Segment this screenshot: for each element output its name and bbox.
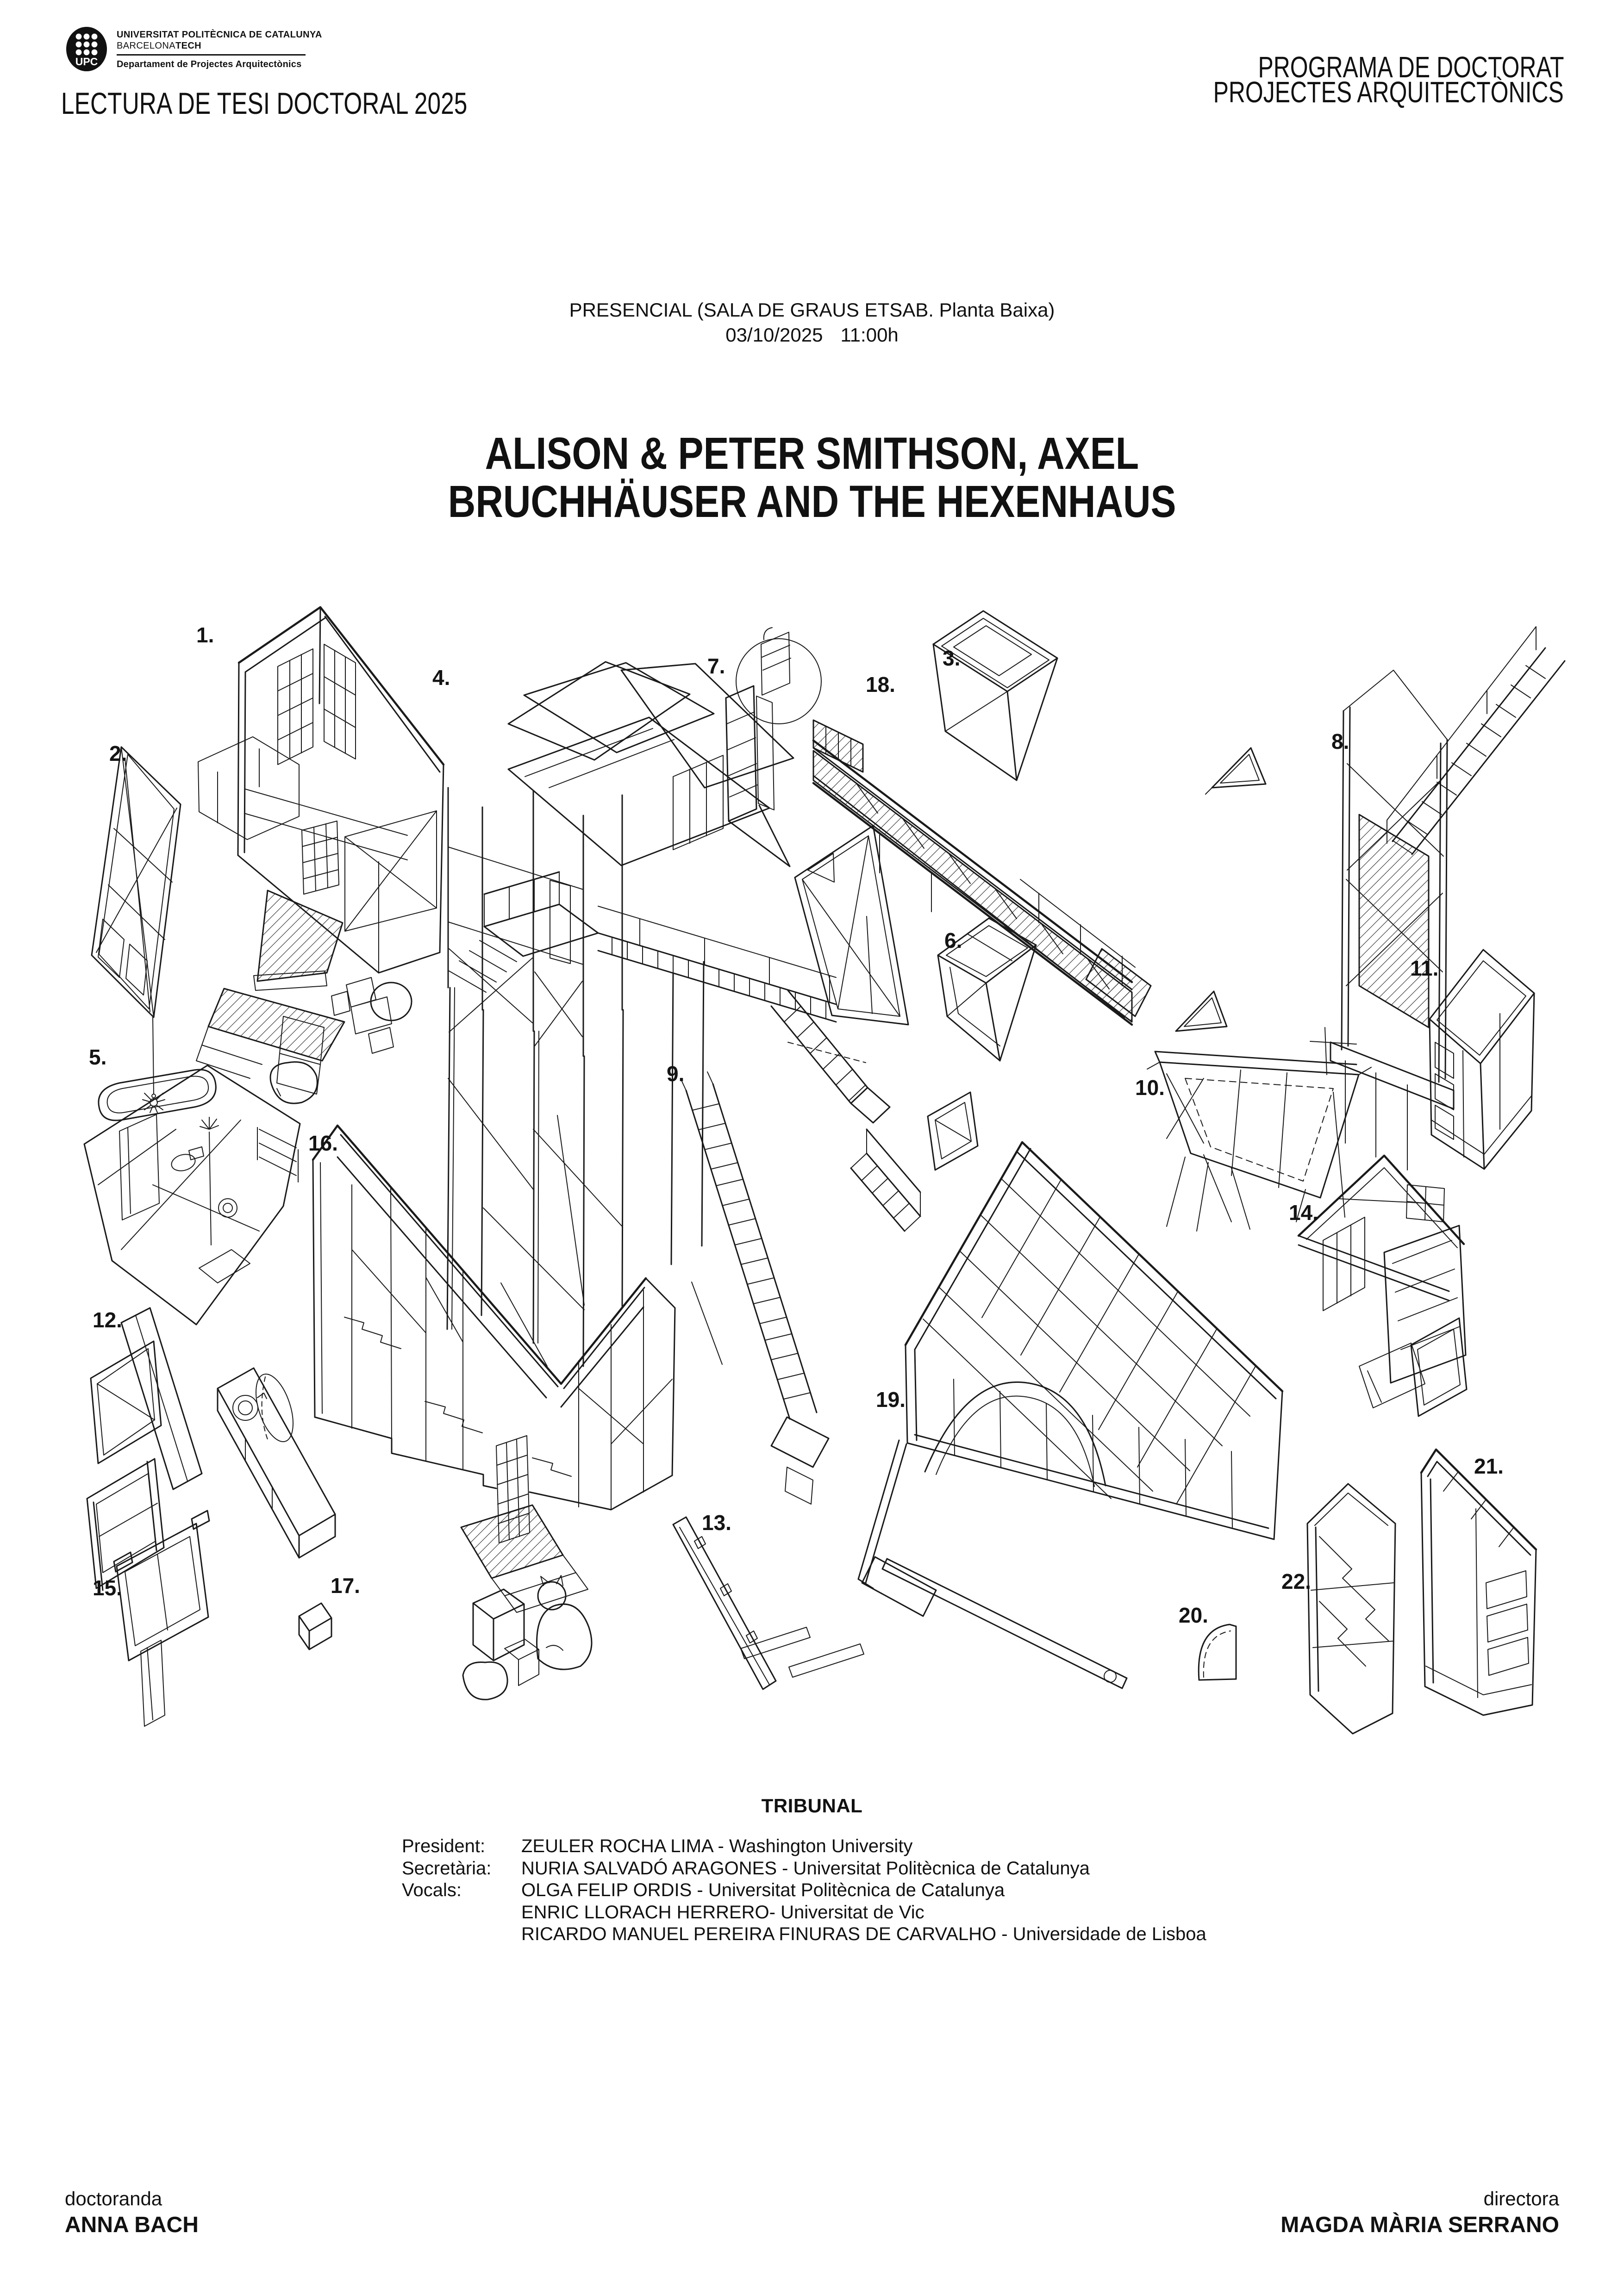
doctoral-candidate-block (65, 2187, 199, 2237)
label-7: 7. (707, 654, 725, 678)
logo-divider (117, 54, 306, 56)
label-3: 3. (943, 646, 961, 670)
label-11: 11. (1410, 956, 1439, 980)
part-17-wedge-block (299, 1603, 331, 1649)
session-venue: PRESENCIAL (SALA DE GRAUS ETSAB. Planta Baixa) (569, 299, 1055, 321)
part-1-gabled-conservatory (196, 607, 443, 1103)
part-14-dormer-gable (1299, 1156, 1466, 1408)
triangle-offcuts (1176, 748, 1266, 1031)
director-name: MAGDA MÀRIA SERRANO (1280, 2213, 1559, 2237)
label-21: 21. (1474, 1454, 1504, 1478)
tribunal-member: ENRIC LLORACH HERRERO- Universitat de Vic (521, 1902, 924, 1923)
label-8: 8. (1331, 729, 1349, 753)
doctoral-program-block (1114, 50, 1564, 109)
cat-figure (331, 977, 412, 1053)
part-20-quarter-round (1199, 1624, 1236, 1680)
part-21-dormer-tower (1421, 1450, 1536, 1715)
part-19-gable-lattice (858, 1142, 1282, 1688)
tribunal-row (402, 1923, 1206, 1946)
label-16: 16. (308, 1131, 338, 1155)
tribunal-role: Secretària: (402, 1858, 492, 1879)
label-17: 17. (331, 1574, 360, 1598)
tribunal-row (402, 1902, 1206, 1924)
label-12: 12. (93, 1308, 122, 1332)
label-10: 10. (1135, 1076, 1165, 1100)
tribunal-member: NURIA SALVADÓ ARAGONES - Universitat Politècnica de Catalunya (521, 1858, 1090, 1879)
program-line1: PROGRAMA DE DOCTORAT (1257, 50, 1564, 84)
tribunal-role (402, 1902, 521, 1924)
part-3-roof-trough (933, 611, 1057, 780)
barcelonatech-line: BARCELONATECH (117, 41, 202, 51)
label-6: 6. (944, 928, 962, 952)
tribunal-member: ZEULER ROCHA LIMA - Washington University (521, 1836, 913, 1856)
university-name: UNIVERSITAT POLITÈCNICA DE CATALUNYA (117, 30, 322, 40)
label-14: 14. (1289, 1201, 1318, 1225)
part-22-window-tower (1307, 1484, 1395, 1734)
tribunal-member: OLGA FELIP ORDIS - Universitat Politècnica de Catalunya (521, 1880, 1005, 1900)
spider-on-thread (143, 1017, 165, 1113)
department-name: Departament de Projectes Arquitectònics (117, 59, 302, 69)
label-2: 2. (109, 741, 127, 765)
tribunal-role: Vocals: (402, 1880, 462, 1900)
tribunal-role (402, 1923, 521, 1946)
label-20: 20. (1179, 1603, 1208, 1627)
tribunal-list (402, 1836, 1206, 1946)
thesis-director-block (1280, 2187, 1559, 2237)
candidate-role: doctoranda (65, 2188, 162, 2209)
part-16-folded-conservatory (313, 1126, 675, 1699)
session-time: 11:00h (840, 324, 899, 346)
tribunal-role: President: (402, 1836, 486, 1856)
label-22: 22. (1281, 1569, 1311, 1593)
director-role: directora (1483, 2188, 1559, 2209)
part-5-bathroom-plate (84, 1065, 300, 1325)
tribunal-row (402, 1879, 1206, 1902)
label-13: 13. (702, 1511, 731, 1535)
tribunal-heading: TRIBUNAL (761, 1795, 863, 1817)
label-5: 5. (89, 1045, 107, 1069)
label-19: 19. (876, 1388, 906, 1412)
label-1: 1. (196, 623, 214, 647)
part-number-labels (89, 623, 1504, 1627)
session-info (0, 298, 1624, 348)
exploded-axonometric-drawing (0, 579, 1624, 1763)
thesis-title (0, 429, 1624, 526)
small-stair-piece (851, 1129, 920, 1231)
program-line2: PROJECTES ARQUITECTÒNICS (1213, 75, 1564, 109)
label-9: 9. (667, 1062, 685, 1086)
tribunal-row (402, 1858, 1206, 1880)
upc-logo (66, 26, 110, 72)
label-18: 18. (866, 672, 895, 697)
candidate-name: ANNA BACH (65, 2213, 199, 2237)
event-series-title: LECTURA DE TESI DOCTORAL 2025 (61, 86, 468, 120)
label-15: 15. (93, 1576, 122, 1600)
part-13-plank (673, 1517, 864, 1689)
part-8-stair-tower (1330, 627, 1565, 1170)
label-4: 4. (432, 666, 450, 690)
tribunal-row (402, 1836, 1206, 1858)
upc-logo-acronym: UPC (75, 56, 98, 68)
part-18-truss-gangway (795, 720, 1151, 1025)
cat-figure-2 (537, 1575, 592, 1669)
thesis-title-line1: ALISON & PETER SMITHSON, AXEL (485, 428, 1139, 479)
session-date: 03/10/2025 (725, 324, 823, 346)
small-sash-piece (928, 1092, 978, 1170)
logo-text-block (117, 29, 322, 70)
thesis-title-line2: BRUCHHÄUSER AND THE HEXENHAUS (448, 476, 1176, 527)
part-7-ladder-window-detail (726, 628, 821, 866)
tribunal-member: RICARDO MANUEL PEREIRA FINURAS DE CARVALHO - Universidade de Lisboa (521, 1924, 1206, 1944)
rock-2 (463, 1662, 507, 1699)
